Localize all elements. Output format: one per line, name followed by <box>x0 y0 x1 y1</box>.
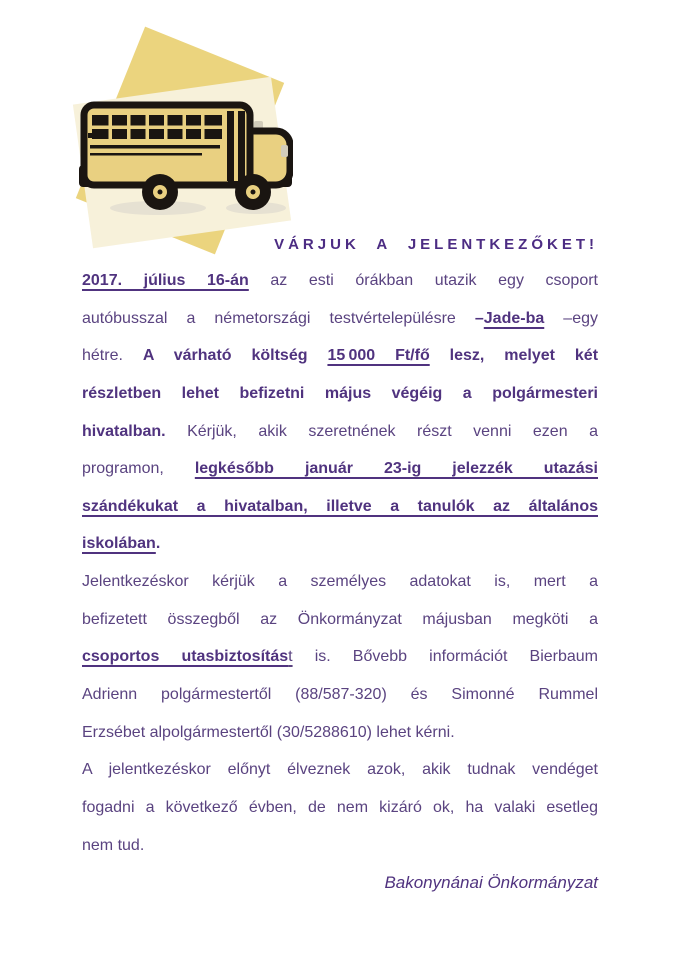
text-run: Erzsébet alpolgármestertől (30/5288610) lehet kérni. <box>82 723 455 741</box>
text-line <box>82 751 598 789</box>
text-run: hétre. <box>82 347 143 365</box>
text-line <box>82 525 598 563</box>
text-line <box>82 262 598 300</box>
text-line <box>82 601 598 639</box>
text-line <box>82 638 598 676</box>
text-run: programon, <box>82 460 195 478</box>
text-run: A jelentkezéskor előnyt élveznek azok, akik tudnak vendéget <box>82 761 598 779</box>
text-line <box>82 789 598 827</box>
paragraph <box>82 262 598 563</box>
text-run: is. Bővebb információt Bierbaum <box>292 648 598 666</box>
text-line <box>82 375 598 413</box>
text-line <box>82 714 598 752</box>
text-run: iskolában <box>82 535 156 553</box>
text-run: Adrienn polgármestertől (88/587-320) és Simonné Rummel <box>82 686 598 704</box>
school-bus-icon <box>78 95 293 220</box>
text-run: Jade-ba <box>483 309 545 327</box>
text-line <box>82 413 598 451</box>
text-line <box>82 488 598 526</box>
text-run: Jelentkezéskor kérjük a személyes adatokat is, mert a <box>82 573 598 591</box>
text-run: – <box>474 309 484 327</box>
text-run: . <box>155 535 161 553</box>
text-run: Kérjük, akik szeretnének részt venni ezen a <box>165 422 598 440</box>
text-run: fogadni a következő évben, de nem kizáró ok, ha valaki esetleg <box>82 798 598 816</box>
heading: VÁRJUK A JELENTKEZŐKET! <box>274 236 598 253</box>
text-run: autóbusszal a németországi testvértelepülésre <box>82 309 475 327</box>
text-run: 2017. július 16-án <box>82 272 249 289</box>
text-line <box>82 676 598 714</box>
text-run: 15 000 Ft/fő <box>327 347 430 365</box>
text-run: az esti órákban utazik egy csoport <box>248 272 598 289</box>
text-line <box>82 300 598 338</box>
text-run: –egy <box>544 309 599 327</box>
text-line <box>82 563 598 601</box>
signature: Bakonynánai Önkormányzat <box>384 873 598 893</box>
text-line <box>82 337 598 375</box>
text-run: A várható költség <box>142 347 328 365</box>
paragraph <box>82 563 598 751</box>
text-run: t <box>288 648 293 666</box>
text-run: csoportos utasbiztosítás <box>82 648 289 666</box>
text-line <box>82 827 598 865</box>
text-run: szándékukat a hivatalban, illetve a tanulók az általános <box>82 497 598 515</box>
text-run: legkésőbb január 23-ig jelezzék utazási <box>194 460 598 478</box>
text-line <box>82 450 598 488</box>
body-text <box>82 262 598 902</box>
text-run: nem tud. <box>82 836 145 854</box>
text-run: részletben lehet befizetni május végéig a polgármesteri <box>82 384 598 402</box>
text-run: hivatalban. <box>82 422 166 440</box>
paragraph <box>82 751 598 864</box>
text-run: befizetett összegből az Önkormányzat májusban megköti a <box>82 610 598 628</box>
text-run: lesz, melyet két <box>429 347 599 365</box>
